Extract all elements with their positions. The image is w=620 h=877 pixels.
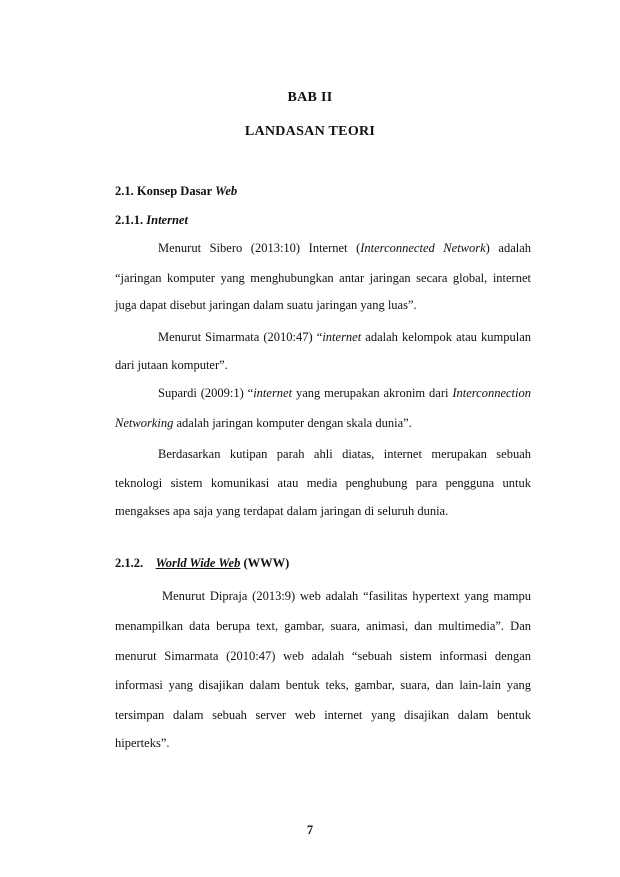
paragraph-line (158, 329, 531, 345)
paragraph-line: Menurut Dipraja (2013:9) web adalah “fasilitas hypertext yang mampu (162, 589, 531, 603)
section-number: 2.1.1. (115, 213, 144, 227)
section-2-1-2-heading (115, 556, 289, 571)
paragraph-line: informasi yang disajikan dalam bentuk teks, gambar, suara, dan lain-lain yang (115, 678, 531, 692)
chapter-title: LANDASAN TEORI (244, 124, 376, 139)
section-2-1-1-heading (115, 213, 188, 228)
paragraph-line (158, 240, 531, 256)
text-run-italic: Networking (115, 416, 174, 430)
text-run: Menurut Sibero (2013:10) Internet ( (158, 241, 361, 255)
section-title: Konsep Dasar (136, 184, 213, 198)
paragraph-line: hiperteks”. (115, 736, 170, 750)
section-title: (WWW) (243, 556, 290, 570)
section-title-italic: World Wide Web (155, 556, 241, 570)
section-number: 2.1. (115, 184, 134, 198)
paragraph-line: menampilkan data berupa text, gambar, suara, animasi, dan multimedia”. Dan (115, 619, 531, 633)
text-run: adalah kelompok atau kumpulan (361, 330, 531, 344)
section-number: 2.1.2. (115, 556, 144, 570)
text-run-italic: internet (253, 386, 293, 400)
paragraph-line (158, 385, 531, 401)
chapter-number: BAB II (287, 90, 333, 105)
page-number: 7 (306, 823, 314, 837)
section-2-1-heading (115, 184, 237, 199)
paragraph-line: teknologi sistem komunikasi atau media penghubung para pengguna untuk (115, 476, 531, 490)
paragraph-line: Berdasarkan kutipan parah ahli diatas, internet merupakan sebuah (158, 447, 531, 461)
section-title-italic: Web (215, 184, 238, 198)
paragraph-line: “jaringan komputer yang menghubungkan antar jaringan secara global, internet (115, 271, 531, 285)
text-run-italic: Interconnection (452, 386, 531, 400)
paragraph-line: juga dapat disebut jaringan dalam suatu jaringan yang luas”. (115, 298, 417, 312)
text-run: Supardi (2009:1) “ (158, 386, 254, 400)
section-title-italic: Internet (146, 213, 188, 227)
text-run: yang merupakan akronim dari (292, 386, 453, 400)
text-run: Menurut Simarmata (2010:47) “ (158, 330, 323, 344)
paragraph-line: menurut Simarmata (2010:47) web adalah “sebuah sistem informasi dengan (115, 649, 531, 663)
text-run: ) adalah (485, 241, 532, 255)
text-run-italic: internet (322, 330, 362, 344)
paragraph-line (115, 415, 531, 431)
text-run: adalah jaringan komputer dengan skala dunia”. (173, 416, 412, 430)
paragraph-line: mengakses apa saja yang terdapat dalam jaringan di seluruh dunia. (115, 504, 449, 518)
paragraph-line: tersimpan dalam sebuah server web internet yang disajikan dalam bentuk (115, 708, 531, 722)
text-run-italic: Interconnected Network (360, 241, 486, 255)
paragraph-line: dari jutaan komputer”. (115, 358, 228, 372)
